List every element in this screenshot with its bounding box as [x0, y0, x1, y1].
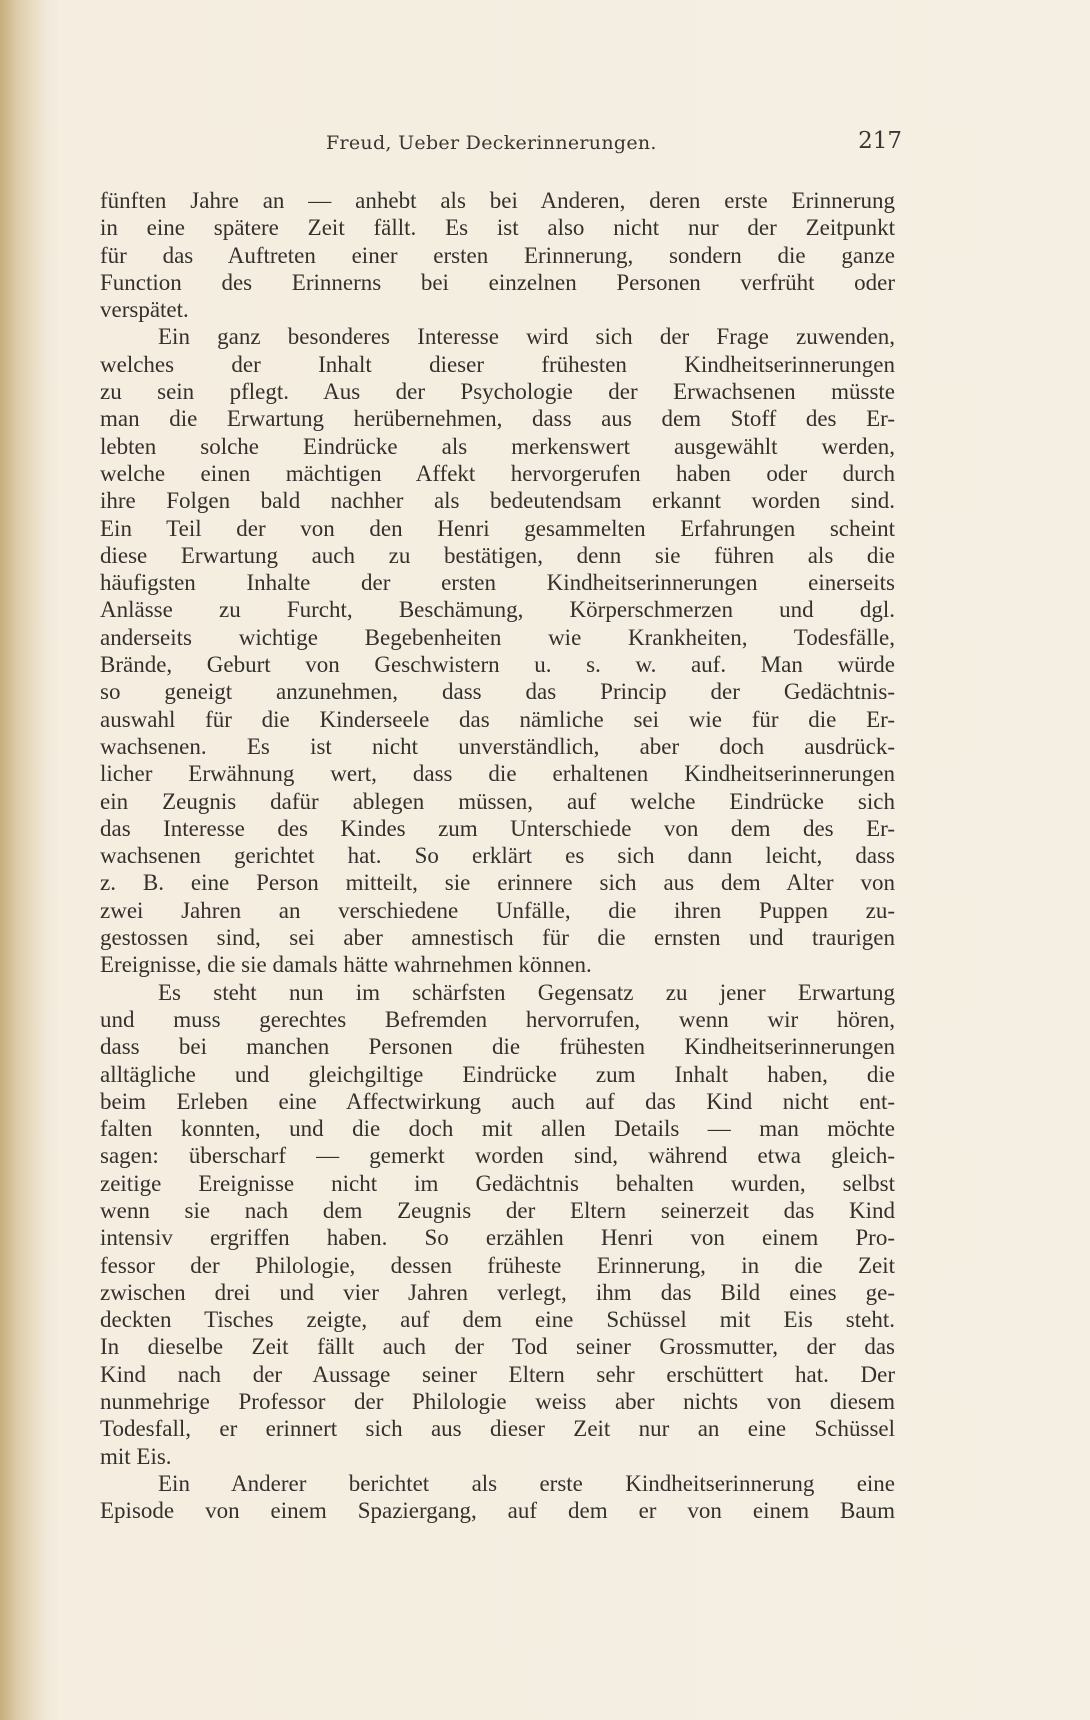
text-line: nunmehrige Professor der Philologie weiss aber nichts von diesem [100, 1389, 895, 1415]
text-line: ihre Folgen bald nachher als bedeutendsam erkannt worden sind. [100, 488, 895, 514]
text-line: Function des Erinnerns bei einzelnen Personen verfrüht oder [100, 269, 895, 295]
text-line: das Interesse des Kindes zum Unterschiede von dem des Er- [100, 815, 895, 841]
text-line: deckten Tisches zeigte, auf dem eine Schüssel mit Eis steht. [100, 1307, 895, 1333]
text-line: Brände, Geburt von Geschwistern u. s. w. auf. Man würde [100, 652, 895, 678]
text-line: falten konnten, und die doch mit allen Details — man möchte [100, 1116, 895, 1142]
binding-gutter-shadow [0, 0, 48, 1720]
text-line: wenn sie nach dem Zeugnis der Eltern seinerzeit das Kind [100, 1197, 895, 1223]
text-line: so geneigt anzunehmen, dass das Princip der Gedächtnis- [100, 679, 895, 705]
text-line: sagen: überscharf — gemerkt worden sind, während etwa gleich- [100, 1143, 895, 1169]
text-line: alltägliche und gleichgiltige Eindrücke zum Inhalt haben, die [100, 1061, 895, 1087]
text-line: welche einen mächtigen Affekt hervorgerufen haben oder durch [100, 460, 895, 486]
text-line: fünften Jahre an — anhebt als bei Anderen, deren erste Erinnerung [100, 188, 895, 213]
running-title: Freud, Ueber Deckerinnerungen. [326, 132, 657, 154]
text-line: z. B. eine Person mitteilt, sie erinnere sich aus dem Alter von [100, 870, 895, 896]
text-line: verspätet. [100, 297, 189, 323]
text-line: Episode von einem Spaziergang, auf dem er von einem Baum [100, 1498, 895, 1524]
text-line: diese Erwartung auch zu bestätigen, denn sie führen als die [100, 542, 895, 568]
text-line: intensiv ergriffen haben. So erzählen Henri von einem Pro- [100, 1225, 895, 1251]
text-line: man die Erwartung herübernehmen, dass aus dem Stoff des Er- [100, 406, 895, 432]
text-line: dass bei manchen Personen die frühesten Kindheitserinnerungen [100, 1034, 895, 1060]
text-line: licher Erwähnung wert, dass die erhaltenen Kindheitserinnerungen [100, 761, 895, 787]
text-line: Ein ganz besonderes Interesse wird sich der Frage zuwenden, [158, 324, 895, 350]
text-line: und muss gerechtes Befremden hervorrufen, wenn wir hören, [100, 1006, 895, 1032]
text-line: Kind nach der Aussage seiner Eltern sehr erschüttert hat. Der [100, 1361, 895, 1387]
text-line: lebten solche Eindrücke als merkenswert ausgewählt werden, [100, 433, 895, 459]
body-text [100, 187, 895, 1525]
text-line: in eine spätere Zeit fällt. Es ist also nicht nur der Zeitpunkt [100, 215, 895, 241]
text-line: wachsenen. Es ist nicht unverständlich, aber doch ausdrück- [100, 733, 895, 759]
text-line: wachsenen gerichtet hat. So erklärt es sich dann leicht, dass [100, 843, 895, 869]
text-line: Es steht nun im schärfsten Gegensatz zu jener Erwartung [158, 979, 895, 1005]
text-line: welches der Inhalt dieser frühesten Kindheitserinnerungen [100, 351, 895, 377]
text-line: beim Erleben eine Affectwirkung auch auf das Kind nicht ent- [100, 1088, 895, 1114]
text-line: zwischen drei und vier Jahren verlegt, ihm das Bild eines ge- [100, 1279, 895, 1305]
text-line: fessor der Philologie, dessen früheste Erinnerung, in die Zeit [100, 1252, 895, 1278]
text-line: gestossen sind, sei aber amnestisch für die ernsten und traurigen [100, 925, 895, 951]
text-line: Todesfall, er erinnert sich aus dieser Zeit nur an eine Schüssel [100, 1416, 895, 1442]
text-line: Ein Anderer berichtet als erste Kindheitserinnerung eine [158, 1470, 895, 1496]
text-line: mit Eis. [100, 1443, 172, 1469]
text-line: häufigsten Inhalte der ersten Kindheitserinnerungen einerseits [100, 570, 895, 596]
text-line: zwei Jahren an verschiedene Unfälle, die ihren Puppen zu- [100, 897, 895, 923]
text-line: In dieselbe Zeit fällt auch der Tod seiner Grossmutter, der das [100, 1334, 895, 1360]
text-line: anderseits wichtige Begebenheiten wie Krankheiten, Todesfälle, [100, 624, 895, 650]
text-line: für das Auftreten einer ersten Erinnerung, sondern die ganze [100, 242, 895, 268]
text-line: zeitige Ereignisse nicht im Gedächtnis behalten wurden, selbst [100, 1170, 895, 1196]
text-line: ein Zeugnis dafür ablegen müssen, auf welche Eindrücke sich [100, 788, 895, 814]
running-head [110, 126, 902, 166]
text-line: Ereignisse, die sie damals hätte wahrnehmen können. [100, 952, 592, 978]
page-number: 217 [858, 128, 902, 154]
text-line: Anlässe zu Furcht, Beschämung, Körperschmerzen und dgl. [100, 597, 895, 623]
text-line: auswahl für die Kinderseele das nämliche sei wie für die Er- [100, 706, 895, 732]
text-line: zu sein pflegt. Aus der Psychologie der Erwachsenen müsste [100, 379, 895, 405]
text-line: Ein Teil der von den Henri gesammelten Erfahrungen scheint [100, 515, 895, 541]
